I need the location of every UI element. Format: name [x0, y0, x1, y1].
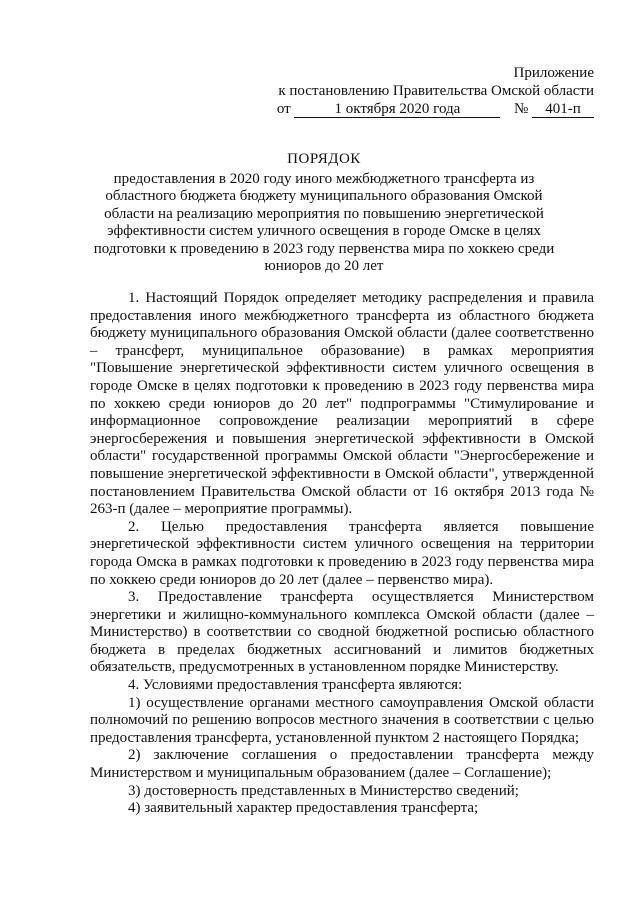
paragraph-3: 3. Предоставление трансферта осуществляется Министерством энергетики и жилищно-коммунального комплекса Омской области (далее – Министерство) в соответствии со сводной бюджетной росписью областного бюджета в пределах бюджетных ассигнований и лимитов бюджетных обязательств, предусмотренных в установленном порядке Министерству.: [90, 589, 594, 676]
appendix-label: Приложение: [513, 65, 594, 81]
appendix-header: [277, 64, 594, 118]
document-heading: ПОРЯДОК: [287, 151, 361, 167]
number-prefix: №: [513, 101, 529, 117]
appendix-decree-reference: к постановлению Правительства Омской области: [278, 83, 594, 99]
date-prefix: от: [276, 101, 291, 117]
document-title-block: [80, 151, 568, 276]
appendix-date-line: [277, 100, 594, 118]
paragraph-1: 1. Настоящий Порядок определяет методику распределения и правила предоставления иного межбюджетного трансферта из областного бюджета бюджету муниципального образования Омской области (далее соответственно – трансферт, муниципальное образование) в рамках мероприятия "Повышение энергетической эффективности систем уличного освещения в городе Омске в целях подготовки к проведению в 2023 году первенства мира по хоккею среди юниоров до 20 лет" подпрограммы "Стимулирование и информационное сопровождение реализации мероприятий в сфере энергосбережения и повышения энергетической эффективности в Омской области" государственной программы Омской области "Энергосбережение и повышение энергетической эффективности в Омской области", утвержденной постановлением Правительства Омской области от 16 октября 2013 года № 263-п (далее – мероприятие программы).: [90, 290, 594, 518]
decree-date: 1 октября 2020 года: [294, 102, 500, 118]
paragraph-2: 2. Целью предоставления трансферта является повышение энергетической эффективности систем уличного освещения на территории города Омска в рамках подготовки к проведению в 2023 году первенства мира по хоккею среди юниоров до 20 лет (далее – первенство мира).: [90, 518, 594, 588]
document-subtitle: предоставления в 2020 году иного межбюджетного трансферта из областного бюджета бюджету муниципального образования Омской области на реализацию мероприятия по повышению энергетической эффективности систем уличного освещения в городе Омске в целях подготовки к проведению в 2023 году первенства мира по хоккею среди юниоров до 20 лет: [93, 170, 555, 274]
paragraph-4-item-1: 1) осуществление органами местного самоуправления Омской области полномочий по решению вопросов местного значения в соответствии с целью предоставления трансферта, установленной пунктом 2 настоящего Порядка;: [90, 694, 594, 746]
paragraph-4: 4. Условиями предоставления трансферта являются:: [128, 677, 463, 694]
document-body: [90, 290, 594, 818]
decree-number: 401-п: [532, 102, 594, 118]
paragraph-4-item-3: 3) достоверность представленных в Министерство сведений;: [128, 782, 519, 799]
paragraph-4-item-2: 2) заключение соглашения о предоставлении трансферта между Министерством и муниципальным образованием (далее – Соглашение);: [90, 747, 594, 782]
paragraph-4-item-4: 4) заявительный характер предоставления трансферта;: [128, 800, 479, 817]
